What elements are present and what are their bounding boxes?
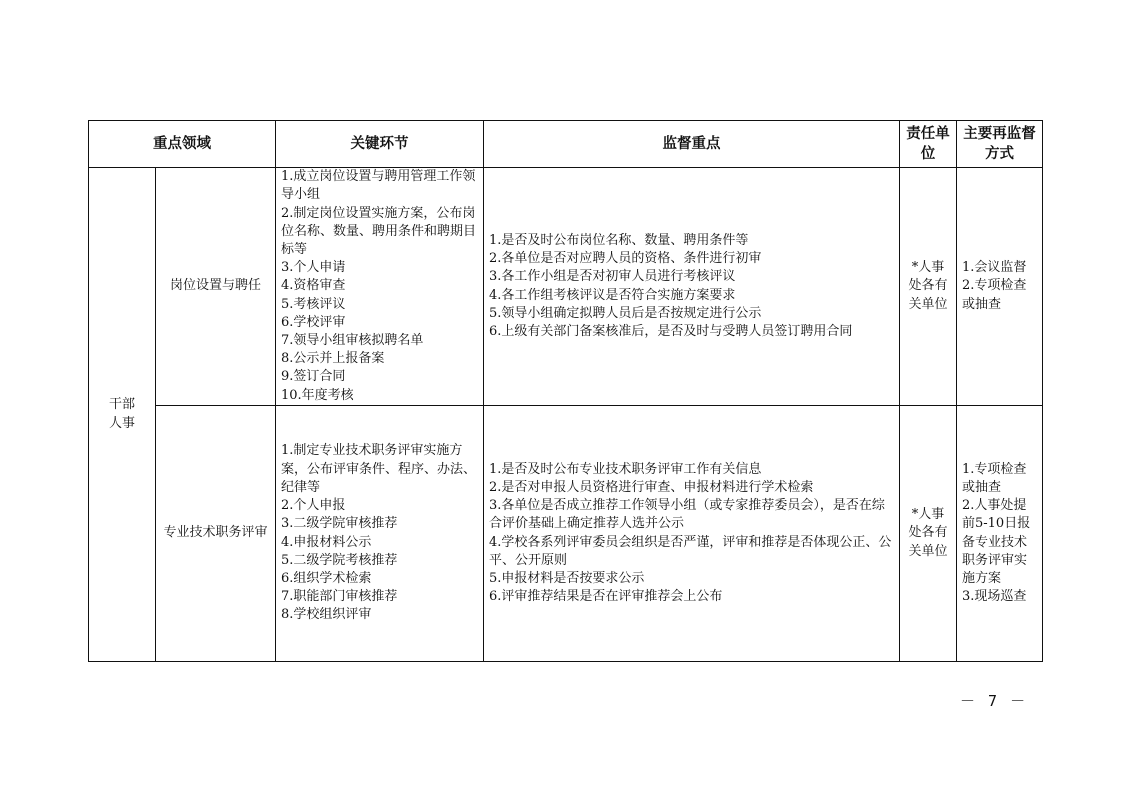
focus-item: 6.评审推荐结果是否在评审推荐会上公布 (489, 589, 723, 605)
method-cell (957, 406, 1043, 662)
header-key-link: 关键环节 (276, 121, 484, 168)
step-item: 6.组织学术检索 (281, 570, 372, 586)
focus-item: 2.各单位是否对应聘人员的资格、条件进行初审 (489, 251, 762, 267)
subarea-cell: 岗位设置与聘任 (156, 168, 276, 406)
focus-item: 2.是否对申报人员资格进行审查、申报材料进行学术检索 (489, 479, 814, 495)
focus-item: 5.领导小组确定拟聘人员后是否按规定进行公示 (489, 305, 762, 321)
focus-item: 5.申报材料是否按要求公示 (489, 570, 645, 586)
steps-cell (276, 406, 484, 662)
table-row (89, 168, 1043, 406)
step-item: 2.个人申报 (281, 498, 346, 514)
method-item: 2.人事处提前5-10日报备专业技术职务评审实施方案 (962, 498, 1031, 586)
focus-cell (484, 168, 900, 406)
step-item: 4.资格审查 (281, 278, 346, 294)
step-item: 6.学校评审 (281, 314, 346, 330)
category-cell: 干部人事 (89, 168, 156, 662)
focus-item: 3.各工作小组是否对初审人员进行考核评议 (489, 269, 736, 285)
step-item: 8.公示并上报备案 (281, 351, 385, 367)
focus-item: 1.是否及时公布专业技术职务评审工作有关信息 (489, 461, 762, 477)
step-item: 3.二级学院审核推荐 (281, 516, 398, 532)
focus-cell (484, 406, 900, 662)
step-item: 4.申报材料公示 (281, 534, 372, 550)
focus-item: 4.各工作组考核评议是否符合实施方案要求 (489, 287, 736, 303)
steps-cell (276, 168, 484, 406)
table-row (89, 406, 1043, 662)
focus-item: 6.上级有关部门备案核准后，是否及时与受聘人员签订聘用合同 (489, 323, 853, 339)
method-item: 2.专项检查或抽查 (962, 278, 1027, 312)
step-item: 1.成立岗位设置与聘用管理工作领导小组 (281, 169, 476, 203)
step-item: 8.学校组织评审 (281, 607, 372, 623)
subarea-cell: 专业技术职务评审 (156, 406, 276, 662)
step-item: 7.领导小组审核拟聘名单 (281, 333, 424, 348)
method-item: 3.现场巡查 (962, 589, 1027, 605)
step-item: 3.个人申请 (281, 260, 346, 276)
page-number: － 7 － (960, 692, 1028, 710)
step-item: 9.签订合同 (281, 369, 346, 385)
step-item: 10.年度考核 (281, 387, 354, 403)
method-item: 1.会议监督 (962, 260, 1027, 276)
header-key-area: 重点领域 (89, 121, 276, 168)
step-item: 2.制定岗位设置实施方案，公布岗位名称、数量、聘用条件和聘期目标等 (281, 205, 477, 257)
focus-item: 1.是否及时公布岗位名称、数量、聘用条件等 (489, 232, 749, 248)
unit-cell: *人事处各有关单位 (900, 406, 957, 662)
step-item: 5.二级学院考核推荐 (281, 552, 398, 568)
header-responsible-unit: 责任单位 (900, 121, 957, 168)
method-cell (957, 168, 1043, 406)
step-item: 7.职能部门审核推荐 (281, 589, 398, 605)
unit-cell: *人事处各有关单位 (900, 168, 957, 406)
focus-item: 3.各单位是否成立推荐工作领导小组（或专家推荐委员会），是否在综合评价基础上确定推荐人选并公示 (489, 498, 885, 532)
header-supervision-focus: 监督重点 (484, 121, 900, 168)
focus-item: 4.学校各系列评审委员会组织是否严谨，评审和推荐是否体现公正、公平、公开原则 (489, 534, 892, 568)
header-supervision-method: 主要再监督方式 (957, 121, 1043, 168)
method-item: 1.专项检查或抽查 (962, 461, 1027, 495)
table-header-row (89, 121, 1043, 168)
step-item: 1.制定专业技术职务评审实施方案，公布评审条件、程序、办法、纪律等 (281, 443, 477, 495)
supervision-table (88, 120, 1043, 662)
step-item: 5.考核评议 (281, 296, 346, 312)
